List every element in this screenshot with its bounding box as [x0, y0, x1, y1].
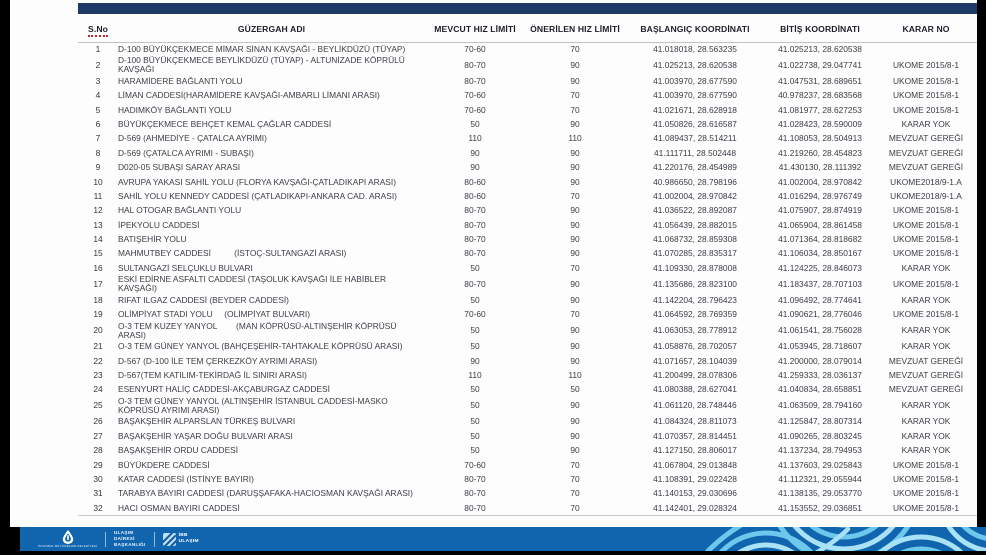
cell-karar: UKOME 2015/8-1 — [892, 459, 960, 470]
cell-no: 13 — [93, 219, 103, 230]
cell-onerilen: 90 — [570, 325, 580, 336]
cell-onerilen: 90 — [570, 445, 580, 456]
cell-no: 19 — [93, 309, 103, 320]
cell-onerilen: 90 — [570, 75, 580, 86]
cell-mevcut: 50 — [470, 400, 480, 411]
cell-karar: UKOME 2015/8-1 — [892, 502, 960, 513]
column-header-bit: BİTİŞ KOORDİNATI — [765, 16, 875, 42]
cell-no: 10 — [93, 176, 103, 187]
cell-karar: UKOME 2015/8-1 — [892, 205, 960, 216]
cell-name: HAL OTOGAR BAĞLANTI YOLU — [118, 205, 242, 216]
cell-karar: UKOME 2015/8-1 — [892, 309, 960, 320]
cell-karar: MEVZUAT GEREĞİ — [888, 384, 964, 395]
table-row — [78, 42, 977, 56]
column-header-no: S.No — [78, 16, 118, 42]
cell-mevcut: 50 — [470, 262, 480, 273]
cell-no: 29 — [93, 459, 103, 470]
cell-bit: 41.002004, 28.970842 — [778, 176, 862, 187]
cell-name: TARABYA BAYIRI CADDESİ (DARUŞŞAFAKA-HACIOSMAN KAVŞAĞI ARASI) — [118, 488, 413, 499]
cell-mevcut: 80-70 — [464, 234, 486, 245]
cell-bas: 41.018018, 28.563235 — [653, 44, 737, 55]
cell-name: AVRUPA YAKASI SAHİL YOLU (FLORYA KAVŞAĞI-ÇATLADIKAPI ARASI) — [118, 176, 397, 187]
cell-onerilen: 70 — [570, 90, 580, 101]
cell-karar: UKOME 2015/8-1 — [892, 219, 960, 230]
cell-no: 18 — [93, 294, 103, 305]
cell-mevcut: 80-70 — [464, 59, 486, 70]
cell-bas: 41.142401, 29.028324 — [653, 502, 737, 513]
cell-mevcut: 50 — [470, 118, 480, 129]
cell-name: OLİMPİYAT STADI YOLU (OLİMPİYAT BULVARI) — [118, 309, 311, 320]
column-header-onerilen: ÖNERİLEN HIZ LİMİTİ — [525, 16, 625, 42]
cell-bas: 41.089437, 28.514211 — [653, 133, 737, 144]
cell-mevcut: 80-70 — [464, 205, 486, 216]
cell-no: 11 — [93, 190, 103, 201]
cell-bit: 41.259333, 28.036137 — [778, 370, 862, 381]
cell-mevcut: 50 — [470, 341, 480, 352]
cell-no: 1 — [95, 44, 101, 55]
cell-onerilen: 90 — [570, 416, 580, 427]
cell-karar: UKOME2018/9-1.A — [890, 190, 962, 201]
cell-name: BAŞAKŞEHİR YAŞAR DOĞU BULVARI ARASI — [118, 430, 293, 441]
cell-name: D-569 (AHMEDİYE - ÇATALCA AYRIMI) — [118, 133, 267, 144]
cell-onerilen: 90 — [570, 205, 580, 216]
cell-onerilen: 90 — [570, 294, 580, 305]
cell-karar: KARAR YOK — [901, 430, 951, 441]
footer-divider — [105, 532, 106, 547]
cell-mevcut: 50 — [470, 430, 480, 441]
ibb-ulasim-icon — [163, 533, 176, 546]
cell-bit: 41.016294, 28.976749 — [778, 190, 862, 201]
cell-bit: 41.183437, 28.707103 — [778, 278, 862, 289]
cell-mevcut: 80-60 — [464, 176, 486, 187]
column-header-bas: BAŞLANGIÇ KOORDİNATI — [625, 16, 765, 42]
cell-karar: KARAR YOK — [901, 341, 951, 352]
cell-bit: 41.219260, 28.454823 — [778, 147, 862, 158]
cell-onerilen: 90 — [570, 278, 580, 289]
cell-bit: 41.138135, 29.053770 — [778, 488, 862, 499]
cell-karar: MEVZUAT GEREĞİ — [888, 162, 964, 173]
cell-bit: 41.028423, 28.590009 — [778, 118, 862, 129]
cell-name: BÜYÜKÇEKMECE BEHÇET KEMAL ÇAĞLAR CADDESİ — [118, 118, 332, 129]
ibb-municipality-logo — [38, 530, 97, 548]
table-row — [78, 218, 977, 232]
cell-karar — [875, 42, 977, 56]
cell-bas: 41.142204, 28.796423 — [653, 294, 737, 305]
table-row — [78, 487, 977, 501]
cell-name: KATAR CADDESİ (İSTİNYE BAYIRI) — [118, 474, 254, 485]
cell-onerilen: 70 — [570, 104, 580, 115]
cell-bit: 41.065904, 28.861458 — [778, 219, 862, 230]
cell-karar: MEVZUAT GEREĞİ — [888, 370, 964, 381]
cell-bit: 41.063509, 28.794160 — [778, 400, 862, 411]
cell-onerilen: 110 — [568, 133, 582, 144]
cell-name: D-567(TEM KATILIM-TEKİRDAĞ İL SINIRI ARASI) — [118, 370, 307, 381]
cell-bit: 41.025213, 28.620538 — [778, 44, 862, 55]
cell-karar: KARAR YOK — [901, 416, 951, 427]
cell-mevcut: 110 — [468, 370, 482, 381]
cell-name: İPEKYOLU CADDESİ — [118, 219, 200, 230]
cell-karar: UKOME 2015/8-1 — [892, 90, 960, 101]
cell-bas: 41.140153, 29.030696 — [653, 488, 737, 499]
cell-bas: 41.109330, 28.878008 — [653, 262, 737, 273]
cell-bas: 41.002004, 28.970842 — [653, 190, 737, 201]
cell-mevcut: 70-60 — [464, 90, 486, 101]
cell-no: 8 — [95, 147, 101, 158]
top-title-bar — [78, 3, 977, 14]
cell-name: LİMAN CADDESİ(HARAMİDERE KAVŞAĞI-AMBARLI LİMANI ARASI) — [118, 90, 380, 101]
table-row — [78, 103, 977, 117]
cell-onerilen: 90 — [570, 355, 580, 366]
cell-onerilen: 70 — [570, 309, 580, 320]
cell-name: D-100 BÜYÜKÇEKMECE MİMAR SİNAN KAVŞAĞI - BEYLİKDÜZÜ (TÜYAP) — [118, 44, 406, 55]
cell-onerilen: 90 — [570, 59, 580, 70]
cell-karar: UKOME 2015/8-1 — [892, 234, 960, 245]
cell-bas: 41.003970, 28.677590 — [653, 90, 737, 101]
cell-bas: 41.200499, 28.078306 — [653, 370, 737, 381]
cell-onerilen: 70 — [570, 190, 580, 201]
cell-no: 5 — [95, 104, 101, 115]
cell-karar: MEVZUAT GEREĞİ — [888, 355, 964, 366]
table-row — [78, 340, 977, 354]
table-row — [78, 383, 977, 397]
cell-karar: KARAR YOK — [901, 118, 951, 129]
cell-karar: UKOME 2015/8-1 — [892, 278, 960, 289]
cell-no: 15 — [93, 248, 103, 259]
cell-onerilen: 70 — [570, 262, 580, 273]
cell-bas: 41.111711, 28.502448 — [654, 147, 736, 158]
cell-onerilen: 110 — [568, 370, 582, 381]
speed-limit-table — [78, 16, 977, 516]
cell-mevcut: 90 — [470, 355, 480, 366]
cell-karar: KARAR YOK — [901, 294, 951, 305]
cell-name: BAŞAKŞEHİR ORDU CADDESİ — [118, 445, 239, 456]
cell-bit: 41.430130, 28.111392 — [778, 162, 862, 173]
cell-onerilen: 70 — [570, 459, 580, 470]
table-row — [78, 293, 977, 307]
cell-no: 26 — [93, 416, 103, 427]
cell-onerilen: 90 — [570, 234, 580, 245]
table-row — [78, 160, 977, 174]
table-row — [78, 472, 977, 486]
cell-name: D-100 BÜYÜKÇEKMECE BEYLİKDÜZÜ (TÜYAP) - ALTUNİZADE KÖPRÜLÜ KAVŞAĞI — [118, 56, 405, 75]
cell-name: ESKİ EDİRNE ASFALTI CADDESİ (TAŞOLUK KAVŞAĞI İLE HABİBLER KAVŞAĞI) — [118, 275, 387, 294]
table-row — [78, 415, 977, 429]
cell-onerilen: 90 — [570, 430, 580, 441]
cell-onerilen: 90 — [570, 248, 580, 259]
cell-no: 31 — [93, 488, 103, 499]
cell-bas: 41.070285, 28.835317 — [653, 248, 737, 259]
cell-name: O-3 TEM GÜNEY YANYOL (ALTINŞEHİR İSTANBUL CADDESİ-MASKO KÖPRÜSÜ AYRIMI ARASI) — [118, 397, 388, 415]
cell-karar: KARAR YOK — [901, 262, 951, 273]
cell-mevcut: 70-60 — [464, 459, 486, 470]
cell-bit: 41.137603, 29.025843 — [778, 459, 862, 470]
cell-karar: UKOME 2015/8-1 — [892, 488, 960, 499]
cell-onerilen: 70 — [570, 488, 580, 499]
cell-bas: 40.986650, 28.798196 — [653, 176, 737, 187]
table-row — [78, 458, 977, 472]
footer-divider — [154, 532, 155, 547]
cell-bit: 41.022738, 29.047741 — [778, 59, 862, 70]
table-row — [78, 204, 977, 218]
table-row — [78, 247, 977, 261]
cell-name: D-567 (D-100 İLE TEM ÇERKEZKÖY AYRIMI ARASI) — [118, 355, 318, 366]
cell-karar: UKOME 2015/8-1 — [892, 474, 960, 485]
column-header-mevcut: MEVCUT HIZ LİMİTİ — [425, 16, 525, 42]
cell-no: 25 — [93, 400, 103, 411]
cell-bas: 41.070357, 28.814451 — [653, 430, 737, 441]
column-header-karar: KARAR NO — [875, 16, 977, 42]
cell-mevcut: 80-70 — [464, 474, 486, 485]
cell-name: HADIMKÖY BAĞLANTI YOLU — [118, 104, 232, 115]
cell-no: 6 — [95, 118, 101, 129]
cell-bas: 41.021671, 28.628918 — [653, 104, 737, 115]
cell-karar: UKOME2018/9-1.A — [890, 176, 962, 187]
cell-name: ESENYURT HALİÇ CADDESİ-AKÇABURGAZ CADDESİ — [118, 384, 330, 395]
cell-bas: 41.084324, 28.811073 — [653, 416, 737, 427]
column-header-name: GÜZERGAH ADI — [118, 16, 425, 42]
cell-no: 21 — [93, 341, 103, 352]
fingerprint-pattern — [696, 527, 986, 551]
cell-no: 12 — [93, 205, 103, 216]
cell-mevcut: 110 — [468, 133, 482, 144]
cell-bas: 41.071657, 28.104039 — [653, 355, 737, 366]
cell-no: 27 — [93, 430, 103, 441]
cell-karar: UKOME 2015/8-1 — [892, 104, 960, 115]
table-row — [78, 117, 977, 131]
cell-bit: 41.047531, 28.689651 — [778, 75, 862, 86]
table-row — [78, 232, 977, 246]
cell-karar: UKOME 2015/8-1 — [892, 59, 960, 70]
table-row — [78, 132, 977, 146]
cell-name: D-569 (ÇATALCA AYRIMI - SUBAŞI) — [118, 147, 254, 158]
cell-mevcut: 50 — [470, 416, 480, 427]
table-row — [78, 501, 977, 515]
cell-bas: 41.056439, 28.882015 — [653, 219, 737, 230]
cell-bit: 41.153552, 29.036851 — [778, 502, 862, 513]
cell-mevcut: 80-70 — [464, 219, 486, 230]
cell-karar: KARAR YOK — [901, 325, 951, 336]
cell-bit: 41.071364, 28.818682 — [778, 234, 862, 245]
cell-name: MAHMUTBEY CADDESİ (İSTOÇ-SULTANGAZİ ARASI) — [118, 248, 347, 259]
cell-bas: 41.135686, 28.823100 — [653, 278, 737, 289]
cell-mevcut: 70-60 — [464, 309, 486, 320]
cell-mevcut: 80-60 — [464, 190, 486, 201]
cell-bas: 41.050826, 28.616587 — [653, 118, 737, 129]
cell-mevcut: 50 — [470, 294, 480, 305]
cell-name: O-3 TEM GÜNEY YANYOL (BAHÇEŞEHİR-TAHTAKALE KÖPRÜSÜ ARASI) — [118, 341, 403, 352]
cell-karar: MEVZUAT GEREĞİ — [888, 147, 964, 158]
table-row — [78, 146, 977, 160]
cell-mevcut: 90 — [470, 162, 480, 173]
cell-mevcut: 80-70 — [464, 502, 486, 513]
cell-bas: 41.068732, 28.859308 — [653, 234, 737, 245]
cell-name: HACI OSMAN BAYIRI CADDESİ — [118, 502, 240, 513]
cell-no: 4 — [95, 90, 101, 101]
cell-no: 7 — [95, 133, 101, 144]
cell-onerilen: 90 — [570, 400, 580, 411]
table-row — [78, 74, 977, 88]
cell-name: BAŞAKŞEHİR ALPARSLAN TÜRKEŞ BULVARI — [118, 416, 296, 427]
cell-bit: 41.075907, 28.874919 — [778, 205, 862, 216]
cell-bit: 41.125847, 28.807314 — [778, 416, 862, 427]
cell-bit: 41.200000, 28.079014 — [778, 355, 862, 366]
cell-mevcut: 90 — [470, 147, 480, 158]
cell-bit: 41.040834, 28.658851 — [778, 384, 862, 395]
cell-bas: 41.080388, 28.627041 — [653, 384, 737, 395]
table-row — [78, 368, 977, 382]
cell-onerilen: 90 — [570, 118, 580, 129]
cell-bas: 41.063053, 28.778912 — [653, 325, 737, 336]
cell-bas: 41.127150, 28.806017 — [653, 445, 737, 456]
ibb-logo-caption: İSTANBUL BÜYÜKŞEHİR BELEDİYESİ — [38, 544, 98, 548]
table-row — [78, 322, 977, 340]
cell-bit: 41.053945, 28.718607 — [778, 341, 862, 352]
cell-onerilen: 90 — [570, 219, 580, 230]
cell-name: BATIŞEHİR YOLU — [118, 234, 187, 245]
cell-no: 9 — [95, 162, 101, 173]
cell-bas: 41.025213, 28.620538 — [653, 59, 737, 70]
cell-mevcut: 80-70 — [464, 248, 486, 259]
table-body — [78, 42, 977, 515]
cell-bit: 41.096492, 28.774641 — [778, 294, 862, 305]
cell-name: SAHİL YOLU KENNEDY CADDESİ (ÇATLADIKAPI-ANKARA CAD. ARASI) — [118, 190, 397, 201]
cell-bas: 41.220176, 28.454989 — [653, 162, 737, 173]
table-row — [78, 429, 977, 443]
table-row — [78, 443, 977, 457]
cell-onerilen: 70 — [570, 474, 580, 485]
cell-no: 32 — [93, 502, 103, 513]
cell-onerilen: 90 — [570, 147, 580, 158]
cell-name: O-3 TEM KUZEY YANYOL (MAN KÖPRÜSÜ-ALTINŞEHİR KÖPRÜSÜ ARASI) — [118, 321, 397, 340]
cell-no: 14 — [93, 234, 103, 245]
table-row — [78, 397, 977, 415]
cell-mevcut: 70-60 — [464, 104, 486, 115]
cell-onerilen: 90 — [570, 176, 580, 187]
cell-bas: 41.003970, 28.677590 — [653, 75, 737, 86]
ibb-ulasim-logo: İBB ULAŞIM — [163, 533, 199, 546]
cell-bas: 41.108391, 29.022428 — [653, 474, 737, 485]
cell-no: 17 — [93, 278, 103, 289]
cell-no: 24 — [93, 384, 103, 395]
table-row — [78, 175, 977, 189]
table-row — [78, 308, 977, 322]
cell-bit: 41.090265, 28.803245 — [778, 430, 862, 441]
water-drop-icon — [62, 530, 74, 544]
cell-bit: 41.108053, 28.504913 — [778, 133, 862, 144]
cell-no: 30 — [93, 474, 103, 485]
cell-bit: 41.124225, 28.846073 — [778, 262, 862, 273]
cell-karar: UKOME 2015/8-1 — [892, 248, 960, 259]
cell-bit: 41.106034, 28.850167 — [778, 248, 862, 259]
cell-bit: 40.978237, 28.683568 — [778, 90, 862, 101]
cell-mevcut: 80-70 — [464, 488, 486, 499]
cell-name: SULTANGAZİ SELÇUKLU BULVARI — [118, 262, 253, 273]
table-row — [78, 261, 977, 275]
table-row — [78, 56, 977, 74]
cell-bit: 41.112321, 29.055944 — [778, 474, 862, 485]
cell-no: 23 — [93, 370, 103, 381]
cell-mevcut: 80-70 — [464, 278, 486, 289]
cell-onerilen: 90 — [570, 341, 580, 352]
cell-no: 28 — [93, 445, 103, 456]
cell-mevcut: 70-60 — [464, 44, 486, 55]
cell-name: HARAMİDERE BAĞLANTI YOLU — [118, 75, 243, 86]
cell-mevcut: 50 — [470, 325, 480, 336]
cell-karar: KARAR YOK — [901, 445, 951, 456]
cell-bas: 41.067804, 29.013848 — [653, 459, 737, 470]
cell-bit: 41.090621, 28.776046 — [778, 309, 862, 320]
cell-name: RIFAT ILGAZ CADDESİ (BEYDER CADDESİ) — [118, 294, 289, 305]
cell-no: 3 — [95, 75, 101, 86]
table-row — [78, 354, 977, 368]
cell-bas: 41.064592, 28.769359 — [653, 309, 737, 320]
cell-no: 16 — [93, 262, 103, 273]
table-header-row — [78, 16, 977, 42]
cell-mevcut: 50 — [470, 384, 480, 395]
cell-onerilen: 70 — [570, 44, 580, 55]
cell-name: BÜYÜKDERE CADDESİ — [118, 459, 210, 470]
cell-bas: 41.036522, 28.892087 — [653, 205, 737, 216]
footer-bar — [20, 527, 986, 551]
document-page — [10, 0, 977, 548]
cell-karar: MEVZUAT GEREĞİ — [888, 133, 964, 144]
cell-bit: 41.081977, 28.627253 — [778, 104, 862, 115]
cell-onerilen: 70 — [570, 502, 580, 513]
cell-no: 22 — [93, 355, 103, 366]
cell-bas: 41.061120, 28.748446 — [653, 400, 737, 411]
department-label: ULAŞIM DAİRESİ BAŞKANLIĞI — [114, 530, 146, 547]
cell-karar: UKOME 2015/8-1 — [892, 75, 960, 86]
table-row — [78, 88, 977, 102]
table-row — [78, 275, 977, 293]
cell-onerilen: 90 — [570, 162, 580, 173]
cell-bit: 41.137234, 28.794953 — [778, 445, 862, 456]
cell-bas: 41.058876, 28.702057 — [653, 341, 737, 352]
cell-mevcut: 80-70 — [464, 75, 486, 86]
cell-karar: KARAR YOK — [901, 400, 951, 411]
cell-no: 20 — [93, 325, 103, 336]
cell-name: D020-05 SUBAŞI SARAY ARASI — [118, 162, 241, 173]
cell-mevcut: 50 — [470, 445, 480, 456]
cell-onerilen: 50 — [570, 384, 580, 395]
cell-no: 2 — [95, 59, 101, 70]
table-row — [78, 189, 977, 203]
cell-bit: 41.061541, 28.756028 — [778, 325, 862, 336]
